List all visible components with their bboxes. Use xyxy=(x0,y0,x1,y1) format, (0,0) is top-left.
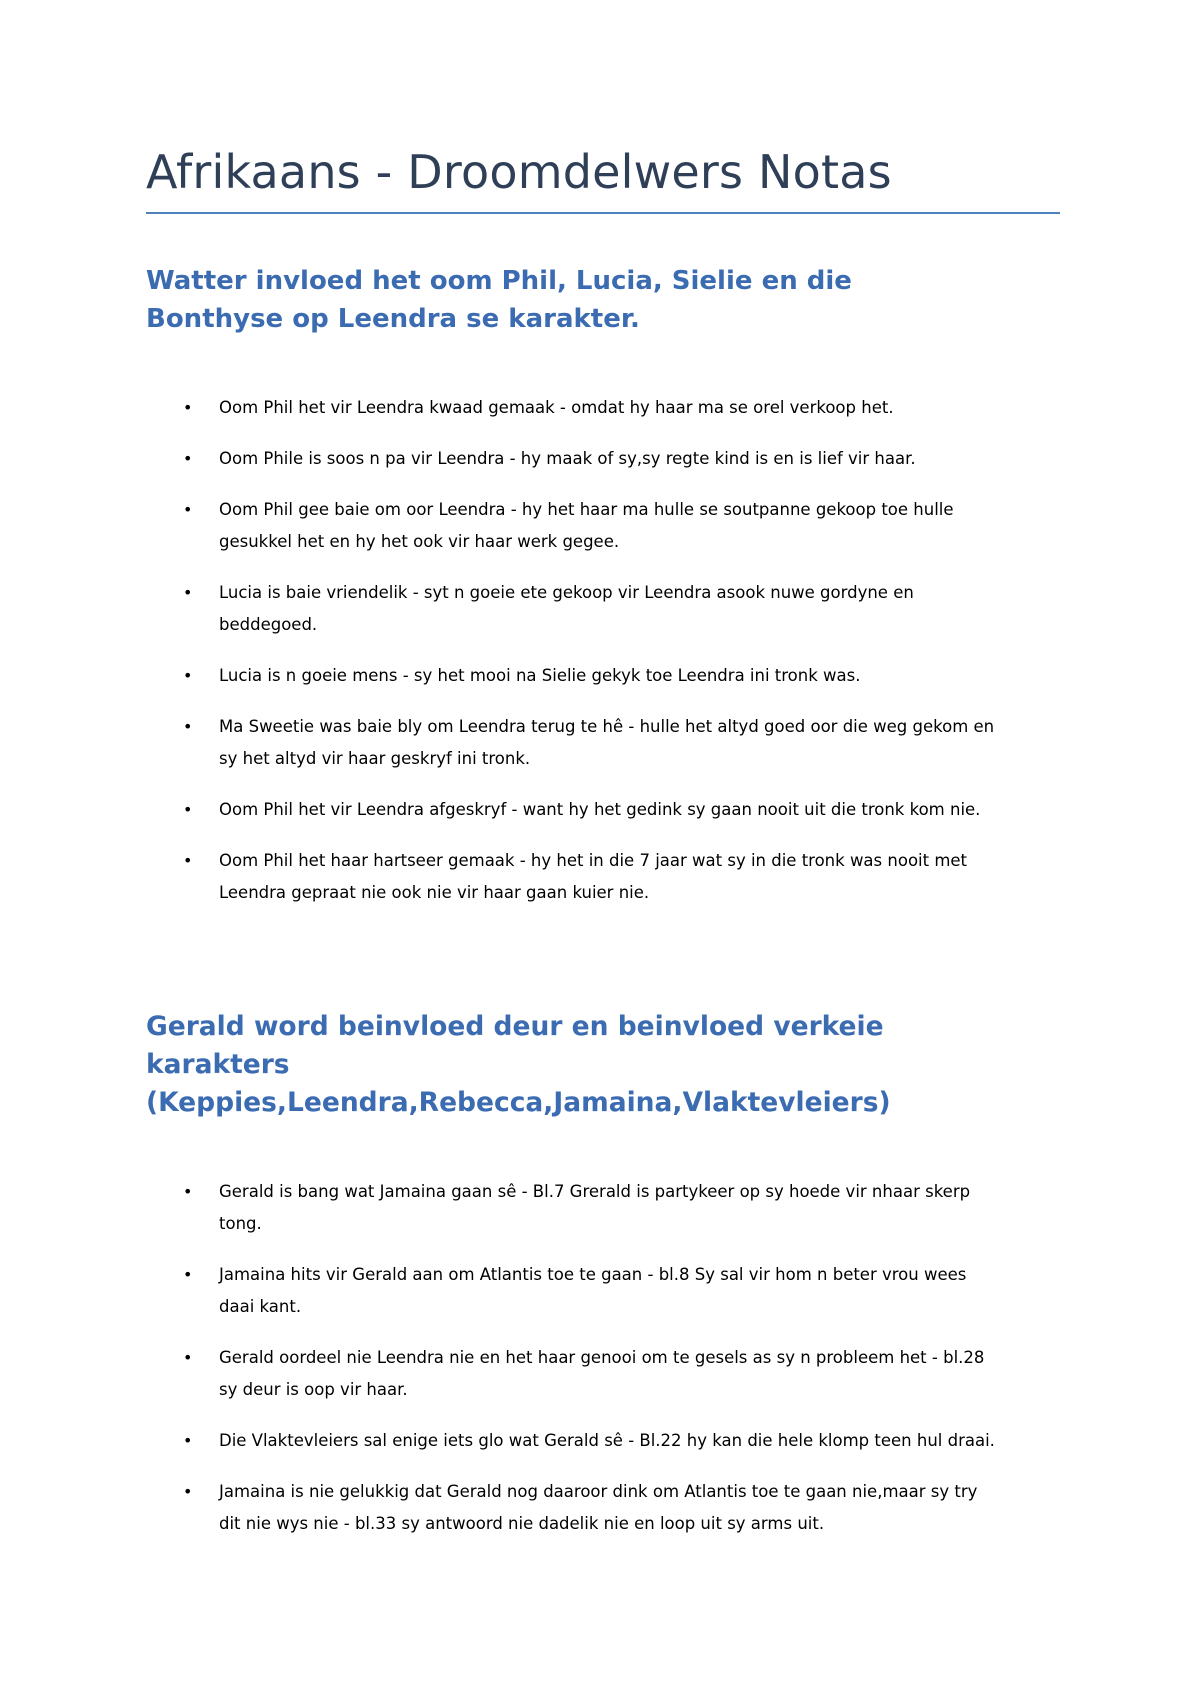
bullet-text xyxy=(219,1425,1069,1457)
bullet-line: tong. xyxy=(219,1214,262,1233)
bullet-dot-icon: • xyxy=(183,800,193,819)
bullet-line: Gerald oordeel nie Leendra nie en het haar genooi om te gesels as sy n probleem het - bl.28 xyxy=(219,1348,985,1367)
title-underline xyxy=(146,212,1060,214)
bullet-line: Oom Phil het haar hartseer gemaak - hy het in die 7 jaar wat sy in die tronk was nooit met xyxy=(219,851,968,870)
bullet-line: Oom Phil het vir Leendra afgeskryf - want hy het gedink sy gaan nooit uit die tronk kom nie. xyxy=(219,800,981,819)
bullet-text xyxy=(219,1476,1069,1540)
heading-line: (Keppies,Leendra,Rebecca,Jamaina,Vlaktevleiers) xyxy=(146,1087,891,1118)
bullet-text xyxy=(219,1176,1069,1240)
bullet-list-influence xyxy=(0,392,1200,928)
bullet-item xyxy=(0,1176,1200,1240)
bullet-dot-icon: • xyxy=(183,666,193,685)
bullet-line: Jamaina hits vir Gerald aan om Atlantis toe te gaan - bl.8 Sy sal vir hom n beter vrou wees xyxy=(219,1265,967,1284)
bullet-text xyxy=(219,1259,1069,1323)
bullet-item xyxy=(0,494,1200,558)
bullet-dot-icon: • xyxy=(183,583,193,602)
bullet-line: daai kant. xyxy=(219,1297,302,1316)
bullet-line: Die Vlaktevleiers sal enige iets glo wat Gerald sê - Bl.22 hy kan die hele klomp teen hul draai. xyxy=(219,1431,995,1450)
bullet-dot-icon: • xyxy=(183,1348,193,1367)
bullet-line: Oom Phil het vir Leendra kwaad gemaak - omdat hy haar ma se orel verkoop het. xyxy=(219,398,894,417)
bullet-line: Lucia is baie vriendelik - syt n goeie ete gekoop vir Leendra asook nuwe gordyne en xyxy=(219,583,914,602)
bullet-dot-icon: • xyxy=(183,1482,193,1501)
bullet-dot-icon: • xyxy=(183,398,193,417)
bullet-dot-icon: • xyxy=(183,500,193,519)
bullet-text xyxy=(219,845,1069,909)
bullet-line: Lucia is n goeie mens - sy het mooi na Sielie gekyk toe Leendra ini tronk was. xyxy=(219,666,861,685)
bullet-item xyxy=(0,1476,1200,1540)
bullet-item xyxy=(0,711,1200,775)
bullet-line: Jamaina is nie gelukkig dat Gerald nog daaroor dink om Atlantis toe te gaan nie,maar sy try xyxy=(219,1482,978,1501)
bullet-line: beddegoed. xyxy=(219,615,318,634)
bullet-item xyxy=(0,845,1200,909)
bullet-item xyxy=(0,577,1200,641)
bullet-dot-icon: • xyxy=(183,717,193,736)
bullet-text xyxy=(219,577,1069,641)
bullet-dot-icon: • xyxy=(183,851,193,870)
section-heading-gerald xyxy=(146,1008,1060,1122)
bullet-item xyxy=(0,1425,1200,1457)
bullet-dot-icon: • xyxy=(183,449,193,468)
bullet-item xyxy=(0,1259,1200,1323)
bullet-text xyxy=(219,392,1069,424)
bullet-line: Leendra gepraat nie ook nie vir haar gaan kuier nie. xyxy=(219,883,650,902)
bullet-dot-icon: • xyxy=(183,1431,193,1450)
bullet-text xyxy=(219,794,1069,826)
bullet-line: sy het altyd vir haar geskryf ini tronk. xyxy=(219,749,531,768)
bullet-line: Gerald is bang wat Jamaina gaan sê - Bl.7 Grerald is partykeer op sy hoede vir nhaar skerp xyxy=(219,1182,971,1201)
heading-line: Bonthyse op Leendra se karakter. xyxy=(146,304,640,334)
bullet-item xyxy=(0,443,1200,475)
bullet-item xyxy=(0,392,1200,424)
bullet-dot-icon: • xyxy=(183,1182,193,1201)
bullet-text xyxy=(219,1342,1069,1406)
heading-line: karakters xyxy=(146,1049,290,1080)
bullet-item xyxy=(0,1342,1200,1406)
bullet-text xyxy=(219,711,1069,775)
bullet-list-gerald xyxy=(0,1176,1200,1559)
bullet-line: sy deur is oop vir haar. xyxy=(219,1380,408,1399)
bullet-line: Oom Phile is soos n pa vir Leendra - hy maak of sy,sy regte kind is en is lief vir haar. xyxy=(219,449,916,468)
bullet-line: dit nie wys nie - bl.33 sy antwoord nie dadelik nie en loop uit sy arms uit. xyxy=(219,1514,825,1533)
heading-line: Watter invloed het oom Phil, Lucia, Sielie en die xyxy=(146,266,852,296)
document-title: Afrikaans - Droomdelwers Notas xyxy=(146,145,892,199)
bullet-text xyxy=(219,494,1069,558)
bullet-dot-icon: • xyxy=(183,1265,193,1284)
bullet-text xyxy=(219,443,1069,475)
bullet-text xyxy=(219,660,1069,692)
bullet-item xyxy=(0,794,1200,826)
bullet-item xyxy=(0,660,1200,692)
section-heading-influence xyxy=(146,262,1060,338)
bullet-line: Ma Sweetie was baie bly om Leendra terug te hê - hulle het altyd goed oor die weg gekom en xyxy=(219,717,995,736)
heading-line: Gerald word beinvloed deur en beinvloed verkeie xyxy=(146,1011,884,1042)
bullet-line: gesukkel het en hy het ook vir haar werk gegee. xyxy=(219,532,620,551)
bullet-line: Oom Phil gee baie om oor Leendra - hy het haar ma hulle se soutpanne gekoop toe hulle xyxy=(219,500,954,519)
